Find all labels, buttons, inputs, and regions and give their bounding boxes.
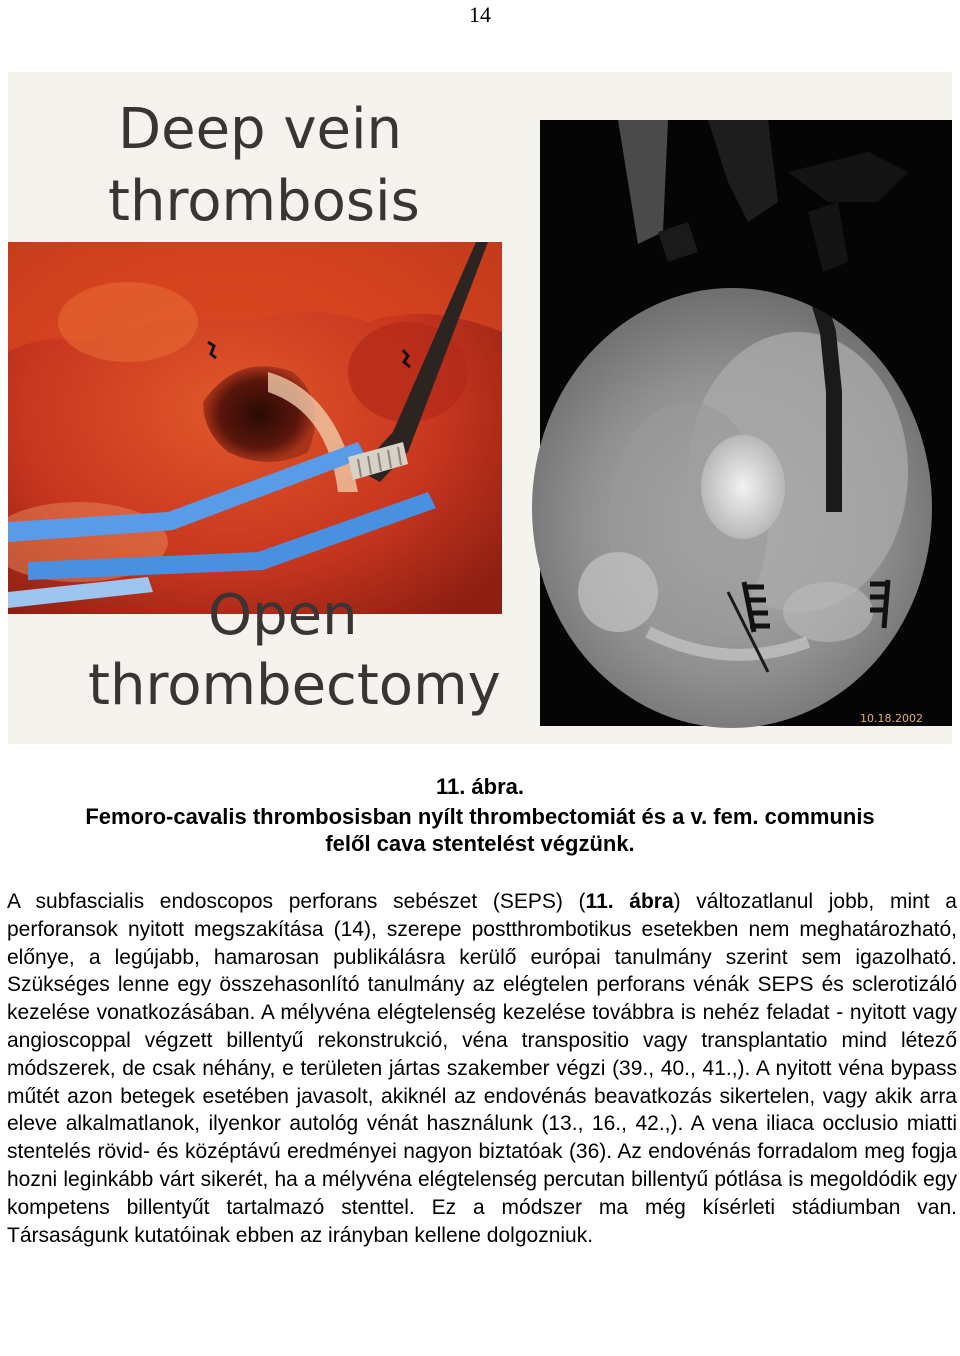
xray-image bbox=[508, 120, 952, 732]
surgical-photo bbox=[8, 242, 502, 614]
figure-title-line1: Deep vein bbox=[118, 97, 403, 162]
figure-dvt-thrombectomy bbox=[8, 72, 952, 744]
figure-title-line2: thrombosis bbox=[108, 169, 420, 234]
figure-date-stamp: 10.18.2002 bbox=[860, 712, 923, 725]
figure-subtitle-line2: thrombectomy bbox=[88, 653, 501, 718]
caption-label: 11. ábra. bbox=[435, 774, 525, 799]
caption-line1: Femoro-cavalis thrombosisban nyílt thrombectomiát és a v. fem. communis bbox=[85, 804, 875, 829]
body-intro: A subfascialis endoscopos perforans sebészet (SEPS) ( bbox=[7, 890, 586, 913]
figure-subtitle-line1: Open bbox=[208, 583, 358, 648]
figure-reference: 11. ábra bbox=[585, 890, 674, 913]
body-paragraph bbox=[7, 888, 957, 1249]
caption-line2: felől cava stentelést végzünk. bbox=[325, 831, 635, 856]
body-text: ) változatlanul jobb, mint a perforansok nyitott megszakítása (14), szerepe postthrombotikus esetekben nem meghatározható, előnye, a legújabb, hamarosan publikálásra kerülő európai tanulmány szerint sem igazolható. Szükséges lenne egy összehasonlító tanulmány az elégtelen perforans vénák SEPS és sclerotizáló kezelése vonatkozásában. A mélyvéna elégtelenség kezelése továbbra is nehéz feladat - nyitott vagy angioscoppal végzett billentyű rekonstrukció, véna transpositio vagy transplantatio mind létező módszerek, de csak néhány, e területen jártas szakember végzi (39., 40., 41.,). A nyitott véna bypass műtét azon betegek esetében javasolt, akiknél az endovénás beavatkozás sikertelen, vagy akik arra eleve alkalmatlanok, ilyenkor autológ vénát használunk (13., 16., 42.,). A vena iliaca occlusio miatti stentelés rövid- és középtávú eredményei nagyon biztatóak (36). Az endovénás forradalom meg fogja hozni leginkább várt sikerét, ha a mélyvéna elégtelenség percutan billentyű pótlása is megoldódik egy kompetens billentyűt tartalmazó stenttel. Ez a módszer ma még kísérleti stádiumban van. Társaságunk kutatóinak ebben az irányban kellene dolgozniuk. bbox=[7, 890, 957, 1247]
page-number: 14 bbox=[469, 2, 491, 27]
